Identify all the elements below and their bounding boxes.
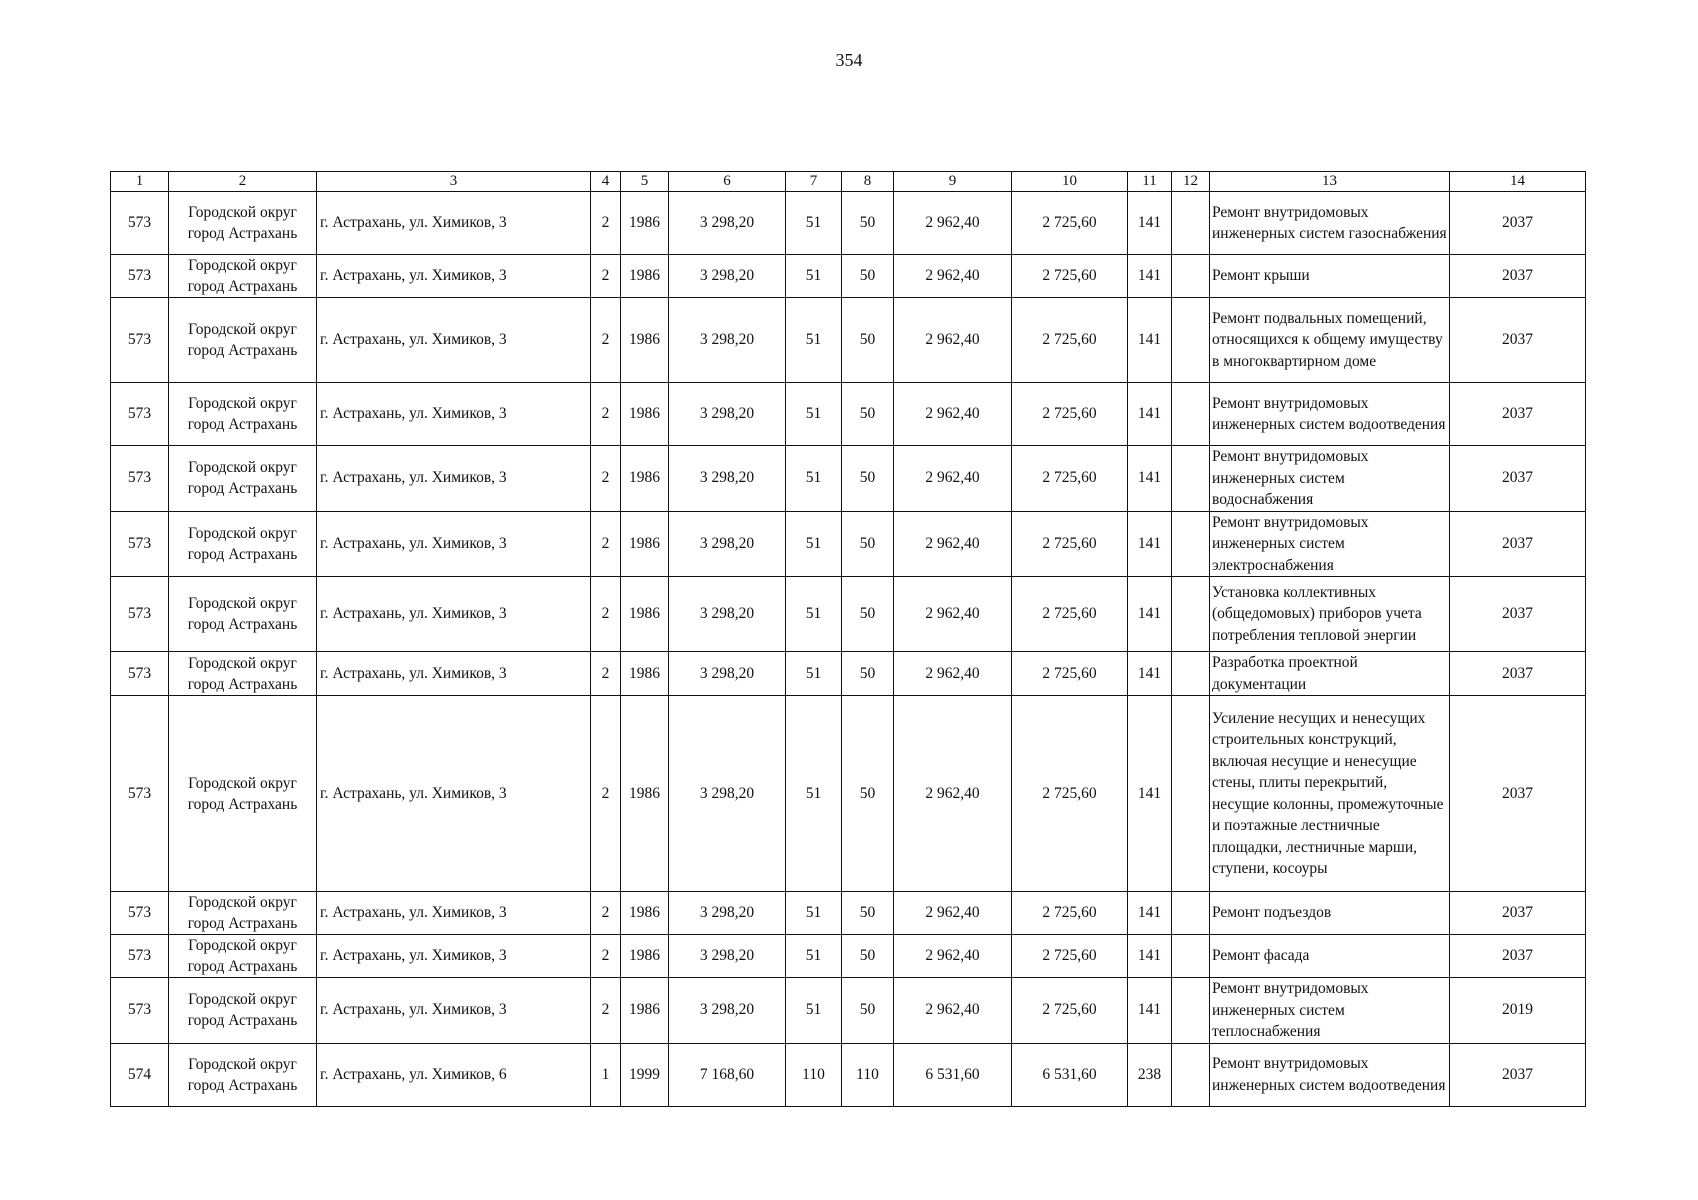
column-9-cell: 2 962,40	[894, 577, 1012, 652]
column-6-cell: 3 298,20	[669, 255, 786, 298]
address-cell: г. Астрахань, ул. Химиков, 3	[317, 577, 591, 652]
column-12-cell	[1172, 383, 1210, 446]
planned-year-cell: 2037	[1450, 255, 1586, 298]
planned-year-cell: 2037	[1450, 446, 1586, 512]
column-4-cell: 2	[591, 383, 621, 446]
year-cell: 1986	[621, 255, 669, 298]
column-9-cell: 2 962,40	[894, 652, 1012, 696]
column-10-cell: 2 725,60	[1012, 652, 1128, 696]
column-11-cell: 141	[1128, 652, 1172, 696]
row-number-cell: 573	[111, 935, 169, 978]
municipality-cell: Городской округ город Астрахань	[169, 652, 317, 696]
year-cell: 1986	[621, 577, 669, 652]
column-7-cell: 51	[786, 696, 842, 892]
column-number-row	[111, 172, 1586, 192]
column-7-cell: 51	[786, 298, 842, 383]
column-6-cell: 3 298,20	[669, 978, 786, 1044]
year-cell: 1986	[621, 935, 669, 978]
column-12-cell	[1172, 892, 1210, 935]
work-type-cell: Ремонт внутридомовых инженерных систем газоснабжения	[1210, 192, 1450, 255]
column-6-cell: 7 168,60	[669, 1043, 786, 1106]
row-number-cell: 573	[111, 652, 169, 696]
work-type-cell: Ремонт внутридомовых инженерных систем теплоснабжения	[1210, 978, 1450, 1044]
column-header: 9	[894, 172, 1012, 192]
column-8-cell: 110	[842, 1043, 894, 1106]
column-4-cell: 2	[591, 255, 621, 298]
column-header: 1	[111, 172, 169, 192]
table-row	[111, 511, 1586, 577]
column-12-cell	[1172, 935, 1210, 978]
address-cell: г. Астрахань, ул. Химиков, 3	[317, 696, 591, 892]
column-8-cell: 50	[842, 978, 894, 1044]
column-header: 7	[786, 172, 842, 192]
column-9-cell: 2 962,40	[894, 978, 1012, 1044]
work-type-cell: Ремонт внутридомовых инженерных систем электроснабжения	[1210, 511, 1450, 577]
column-6-cell: 3 298,20	[669, 383, 786, 446]
table-row	[111, 383, 1586, 446]
table-row	[111, 446, 1586, 512]
work-type-cell: Ремонт подвальных помещений, относящихся к общему имуществу в многоквартирном доме	[1210, 298, 1450, 383]
address-cell: г. Астрахань, ул. Химиков, 3	[317, 446, 591, 512]
column-6-cell: 3 298,20	[669, 192, 786, 255]
column-10-cell: 2 725,60	[1012, 892, 1128, 935]
column-6-cell: 3 298,20	[669, 652, 786, 696]
column-6-cell: 3 298,20	[669, 892, 786, 935]
column-9-cell: 2 962,40	[894, 255, 1012, 298]
year-cell: 1986	[621, 446, 669, 512]
table-row	[111, 696, 1586, 892]
row-number-cell: 573	[111, 892, 169, 935]
column-12-cell	[1172, 298, 1210, 383]
column-11-cell: 141	[1128, 192, 1172, 255]
column-10-cell: 2 725,60	[1012, 383, 1128, 446]
column-4-cell: 1	[591, 1043, 621, 1106]
column-7-cell: 51	[786, 446, 842, 512]
column-header: 5	[621, 172, 669, 192]
column-9-cell: 2 962,40	[894, 446, 1012, 512]
column-7-cell: 51	[786, 935, 842, 978]
year-cell: 1986	[621, 652, 669, 696]
work-type-cell: Ремонт фасада	[1210, 935, 1450, 978]
municipality-cell: Городской округ город Астрахань	[169, 577, 317, 652]
capital-repair-table	[110, 171, 1586, 1107]
municipality-cell: Городской округ город Астрахань	[169, 192, 317, 255]
municipality-cell: Городской округ город Астрахань	[169, 978, 317, 1044]
table-row	[111, 652, 1586, 696]
address-cell: г. Астрахань, ул. Химиков, 3	[317, 511, 591, 577]
column-9-cell: 2 962,40	[894, 696, 1012, 892]
address-cell: г. Астрахань, ул. Химиков, 3	[317, 192, 591, 255]
planned-year-cell: 2037	[1450, 383, 1586, 446]
column-7-cell: 51	[786, 192, 842, 255]
column-11-cell: 141	[1128, 298, 1172, 383]
column-header: 11	[1128, 172, 1172, 192]
column-4-cell: 2	[591, 652, 621, 696]
column-12-cell	[1172, 446, 1210, 512]
column-4-cell: 2	[591, 935, 621, 978]
column-8-cell: 50	[842, 652, 894, 696]
address-cell: г. Астрахань, ул. Химиков, 3	[317, 892, 591, 935]
column-8-cell: 50	[842, 892, 894, 935]
column-6-cell: 3 298,20	[669, 446, 786, 512]
work-type-cell: Установка коллективных (общедомовых) приборов учета потребления тепловой энергии	[1210, 577, 1450, 652]
address-cell: г. Астрахань, ул. Химиков, 3	[317, 652, 591, 696]
column-8-cell: 50	[842, 192, 894, 255]
table-row	[111, 255, 1586, 298]
row-number-cell: 573	[111, 978, 169, 1044]
municipality-cell: Городской округ город Астрахань	[169, 383, 317, 446]
column-6-cell: 3 298,20	[669, 298, 786, 383]
table-row	[111, 577, 1586, 652]
column-11-cell: 141	[1128, 511, 1172, 577]
column-6-cell: 3 298,20	[669, 577, 786, 652]
column-11-cell: 141	[1128, 978, 1172, 1044]
table-row	[111, 192, 1586, 255]
column-12-cell	[1172, 511, 1210, 577]
row-number-cell: 573	[111, 446, 169, 512]
column-7-cell: 51	[786, 978, 842, 1044]
row-number-cell: 573	[111, 383, 169, 446]
column-8-cell: 50	[842, 383, 894, 446]
column-12-cell	[1172, 255, 1210, 298]
municipality-cell: Городской округ город Астрахань	[169, 892, 317, 935]
column-12-cell	[1172, 696, 1210, 892]
column-12-cell	[1172, 577, 1210, 652]
column-8-cell: 50	[842, 298, 894, 383]
column-9-cell: 2 962,40	[894, 511, 1012, 577]
column-10-cell: 2 725,60	[1012, 978, 1128, 1044]
column-12-cell	[1172, 1043, 1210, 1106]
column-8-cell: 50	[842, 696, 894, 892]
municipality-cell: Городской округ город Астрахань	[169, 1043, 317, 1106]
year-cell: 1986	[621, 192, 669, 255]
column-10-cell: 2 725,60	[1012, 192, 1128, 255]
column-9-cell: 2 962,40	[894, 935, 1012, 978]
column-4-cell: 2	[591, 511, 621, 577]
column-9-cell: 2 962,40	[894, 383, 1012, 446]
row-number-cell: 573	[111, 298, 169, 383]
year-cell: 1986	[621, 696, 669, 892]
table-row	[111, 1043, 1586, 1106]
column-7-cell: 51	[786, 652, 842, 696]
address-cell: г. Астрахань, ул. Химиков, 3	[317, 255, 591, 298]
column-6-cell: 3 298,20	[669, 511, 786, 577]
planned-year-cell: 2037	[1450, 696, 1586, 892]
column-11-cell: 141	[1128, 892, 1172, 935]
column-8-cell: 50	[842, 935, 894, 978]
column-10-cell: 2 725,60	[1012, 577, 1128, 652]
column-9-cell: 2 962,40	[894, 192, 1012, 255]
year-cell: 1986	[621, 892, 669, 935]
address-cell: г. Астрахань, ул. Химиков, 3	[317, 978, 591, 1044]
page-number: 354	[835, 50, 863, 70]
planned-year-cell: 2037	[1450, 935, 1586, 978]
column-11-cell: 141	[1128, 577, 1172, 652]
column-10-cell: 6 531,60	[1012, 1043, 1128, 1106]
column-11-cell: 141	[1128, 935, 1172, 978]
work-type-cell: Ремонт внутридомовых инженерных систем водоотведения	[1210, 383, 1450, 446]
column-11-cell: 141	[1128, 446, 1172, 512]
column-10-cell: 2 725,60	[1012, 696, 1128, 892]
work-type-cell: Разработка проектной документации	[1210, 652, 1450, 696]
column-8-cell: 50	[842, 255, 894, 298]
column-header: 10	[1012, 172, 1128, 192]
column-4-cell: 2	[591, 192, 621, 255]
column-header: 3	[317, 172, 591, 192]
column-11-cell: 141	[1128, 696, 1172, 892]
municipality-cell: Городской округ город Астрахань	[169, 935, 317, 978]
column-8-cell: 50	[842, 446, 894, 512]
row-number-cell: 573	[111, 696, 169, 892]
municipality-cell: Городской округ город Астрахань	[169, 446, 317, 512]
column-8-cell: 50	[842, 511, 894, 577]
column-10-cell: 2 725,60	[1012, 255, 1128, 298]
row-number-cell: 573	[111, 511, 169, 577]
column-header: 13	[1210, 172, 1450, 192]
column-6-cell: 3 298,20	[669, 696, 786, 892]
planned-year-cell: 2037	[1450, 652, 1586, 696]
column-header: 2	[169, 172, 317, 192]
column-10-cell: 2 725,60	[1012, 511, 1128, 577]
planned-year-cell: 2037	[1450, 192, 1586, 255]
column-9-cell: 6 531,60	[894, 1043, 1012, 1106]
row-number-cell: 573	[111, 192, 169, 255]
address-cell: г. Астрахань, ул. Химиков, 3	[317, 935, 591, 978]
column-7-cell: 51	[786, 255, 842, 298]
column-7-cell: 51	[786, 577, 842, 652]
column-11-cell: 238	[1128, 1043, 1172, 1106]
column-11-cell: 141	[1128, 383, 1172, 446]
column-7-cell: 110	[786, 1043, 842, 1106]
table-row	[111, 298, 1586, 383]
column-7-cell: 51	[786, 892, 842, 935]
municipality-cell: Городской округ город Астрахань	[169, 255, 317, 298]
column-10-cell: 2 725,60	[1012, 446, 1128, 512]
column-12-cell	[1172, 192, 1210, 255]
planned-year-cell: 2037	[1450, 1043, 1586, 1106]
address-cell: г. Астрахань, ул. Химиков, 3	[317, 298, 591, 383]
year-cell: 1986	[621, 383, 669, 446]
column-7-cell: 51	[786, 383, 842, 446]
column-header: 14	[1450, 172, 1586, 192]
work-type-cell: Ремонт внутридомовых инженерных систем водоотведения	[1210, 1043, 1450, 1106]
year-cell: 1986	[621, 298, 669, 383]
column-4-cell: 2	[591, 577, 621, 652]
table-row	[111, 978, 1586, 1044]
work-type-cell: Ремонт внутридомовых инженерных систем водоснабжения	[1210, 446, 1450, 512]
column-header: 8	[842, 172, 894, 192]
column-header: 6	[669, 172, 786, 192]
municipality-cell: Городской округ город Астрахань	[169, 696, 317, 892]
work-type-cell: Усиление несущих и ненесущих строительных конструкций, включая несущие и ненесущие стены, плиты перекрытий, несущие колонны, промежуточные и поэтажные лестничные площадки, лестничные марши, ступени, косоуры	[1210, 696, 1450, 892]
work-type-cell: Ремонт крыши	[1210, 255, 1450, 298]
planned-year-cell: 2037	[1450, 511, 1586, 577]
address-cell: г. Астрахань, ул. Химиков, 6	[317, 1043, 591, 1106]
column-header: 4	[591, 172, 621, 192]
column-12-cell	[1172, 978, 1210, 1044]
column-4-cell: 2	[591, 892, 621, 935]
work-type-cell: Ремонт подъездов	[1210, 892, 1450, 935]
column-11-cell: 141	[1128, 255, 1172, 298]
row-number-cell: 573	[111, 577, 169, 652]
column-12-cell	[1172, 652, 1210, 696]
column-9-cell: 2 962,40	[894, 298, 1012, 383]
column-8-cell: 50	[842, 577, 894, 652]
column-4-cell: 2	[591, 696, 621, 892]
planned-year-cell: 2019	[1450, 978, 1586, 1044]
year-cell: 1999	[621, 1043, 669, 1106]
column-10-cell: 2 725,60	[1012, 935, 1128, 978]
table-row	[111, 935, 1586, 978]
year-cell: 1986	[621, 978, 669, 1044]
row-number-cell: 573	[111, 255, 169, 298]
column-header: 12	[1172, 172, 1210, 192]
municipality-cell: Городской округ город Астрахань	[169, 511, 317, 577]
column-7-cell: 51	[786, 511, 842, 577]
address-cell: г. Астрахань, ул. Химиков, 3	[317, 383, 591, 446]
table-row	[111, 892, 1586, 935]
column-4-cell: 2	[591, 298, 621, 383]
column-6-cell: 3 298,20	[669, 935, 786, 978]
planned-year-cell: 2037	[1450, 298, 1586, 383]
row-number-cell: 574	[111, 1043, 169, 1106]
year-cell: 1986	[621, 511, 669, 577]
planned-year-cell: 2037	[1450, 577, 1586, 652]
column-9-cell: 2 962,40	[894, 892, 1012, 935]
municipality-cell: Городской округ город Астрахань	[169, 298, 317, 383]
column-4-cell: 2	[591, 446, 621, 512]
planned-year-cell: 2037	[1450, 892, 1586, 935]
column-4-cell: 2	[591, 978, 621, 1044]
column-10-cell: 2 725,60	[1012, 298, 1128, 383]
